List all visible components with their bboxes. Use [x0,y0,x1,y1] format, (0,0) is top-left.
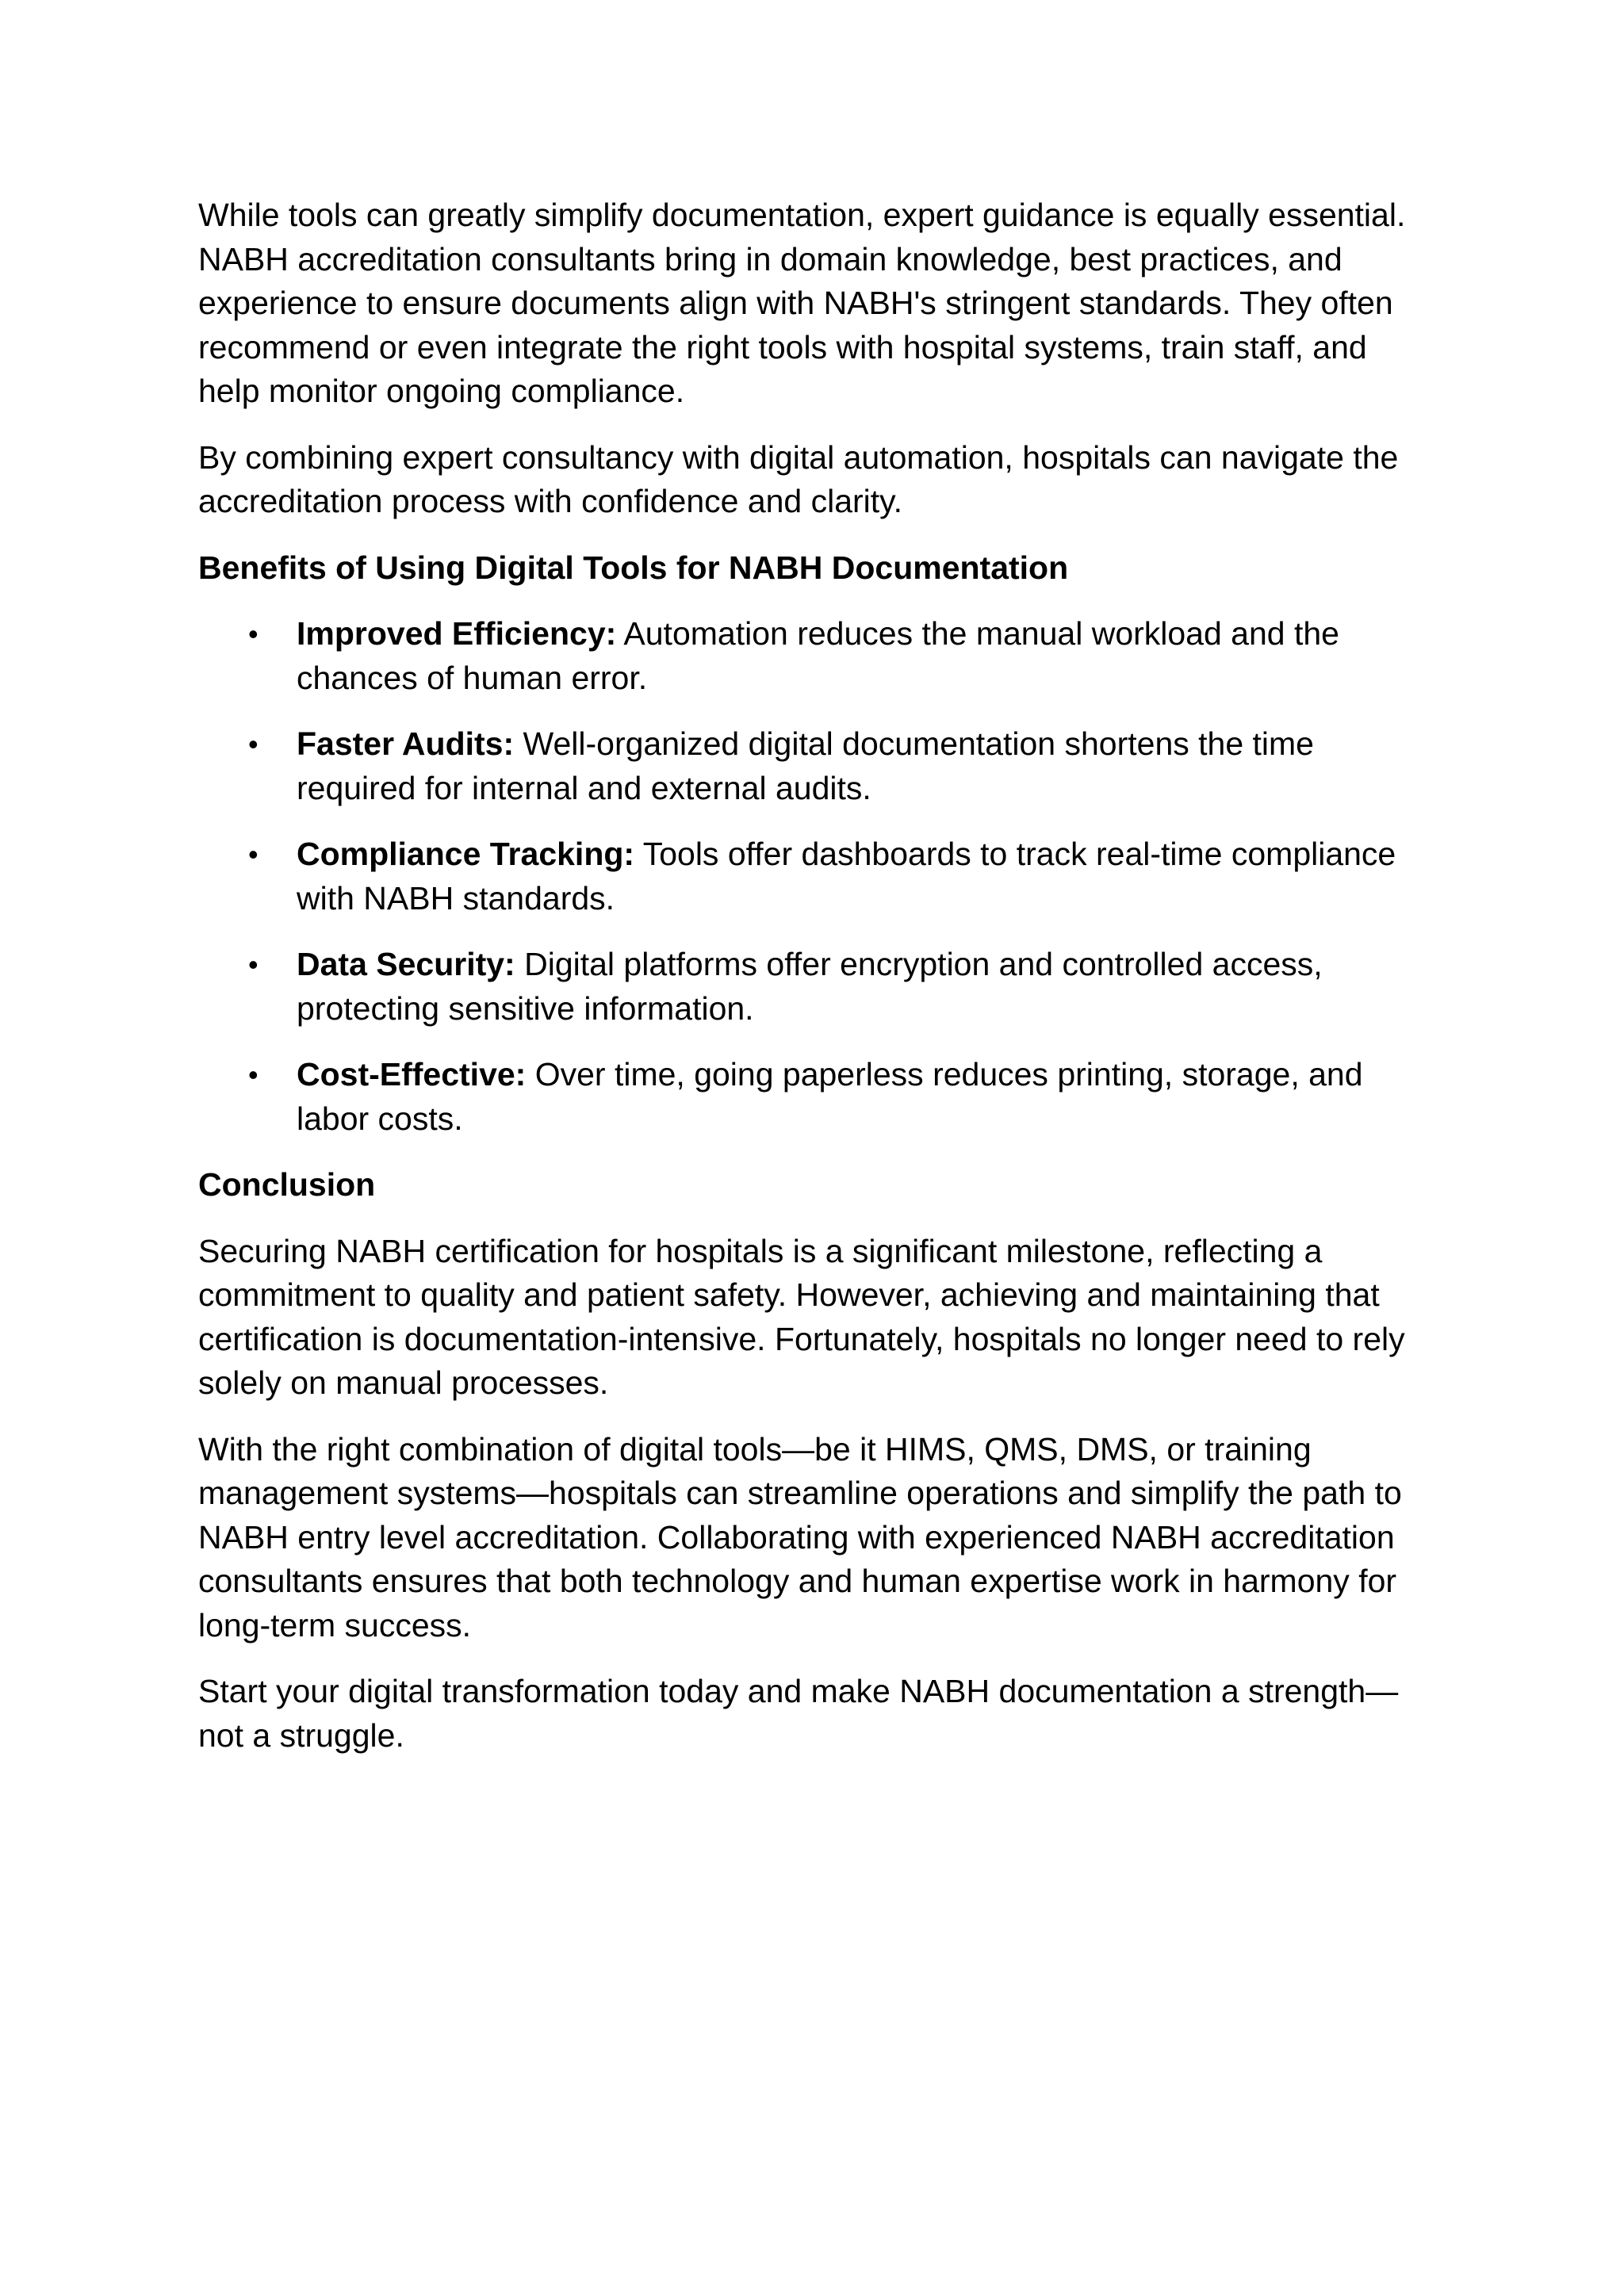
bullet-icon: • [248,728,259,760]
benefits-list [198,612,1435,1141]
conclusion-paragraph-digital-tools: With the right combination of digital tools—be it HIMS, QMS, DMS, or training management systems—hospitals can streamline operations and simplify the path to NABH entry level accreditation. Collaborating with experienced NABH accreditation consultants ensures that both technology and human expertise work in harmony for long-term success. [198,1430,1402,1644]
benefit-term: Faster Audits: [297,725,515,762]
intro-paragraph-combining: By combining expert consultancy with digital automation, hospitals can navigate the accreditation process with confidence and clarity. [198,438,1399,519]
benefits-heading: Benefits of Using Digital Tools for NABH Documentation [198,549,1069,586]
bullet-icon: • [248,948,259,981]
intro-paragraph-expert-guidance: While tools can greatly simplify documentation, expert guidance is equally essential. NABH accreditation consultants bring in domain knowledge, best practices, and experience to ensure documents align with NABH's stringent standards. They often recommend or even integrate the right tools with hospital systems, train staff, and help monitor ongoing compliance. [198,197,1406,409]
benefit-term: Improved Efficiency: [297,615,617,652]
list-item [198,832,1435,920]
benefit-term: Cost-Effective: [297,1056,527,1093]
list-item [198,1053,1435,1141]
benefit-text: Digital platforms offer encryption and controlled access, protecting sensitive information. [297,946,1323,1027]
list-item [198,722,1435,810]
benefit-text: Automation reduces the manual workload and the chances of human error. [297,615,1339,696]
list-item [198,943,1435,1031]
bullet-icon: • [248,838,259,871]
conclusion-paragraph-certification: Securing NABH certification for hospitals is a significant milestone, reflecting a commitment to quality and patient safety. However, achieving and maintaining that certification is documentation-intensive. Fortunately, hospitals no longer need to rely solely on manual processes. [198,1232,1405,1401]
conclusion-paragraph-call-to-action: Start your digital transformation today and make NABH documentation a strength—not a struggle. [198,1673,1399,1754]
bullet-icon: • [248,618,259,650]
benefit-text: Over time, going paperless reduces printing, storage, and labor costs. [297,1056,1363,1137]
conclusion-heading: Conclusion [198,1166,376,1203]
benefit-term: Compliance Tracking: [297,836,635,872]
list-item [198,612,1435,700]
benefit-text: Tools offer dashboards to track real-time compliance with NABH standards. [297,836,1396,916]
benefit-text: Well-organized digital documentation shortens the time required for internal and external audits. [297,725,1314,806]
bullet-icon: • [248,1058,259,1091]
benefit-term: Data Security: [297,946,515,982]
document-page [198,193,1435,1780]
